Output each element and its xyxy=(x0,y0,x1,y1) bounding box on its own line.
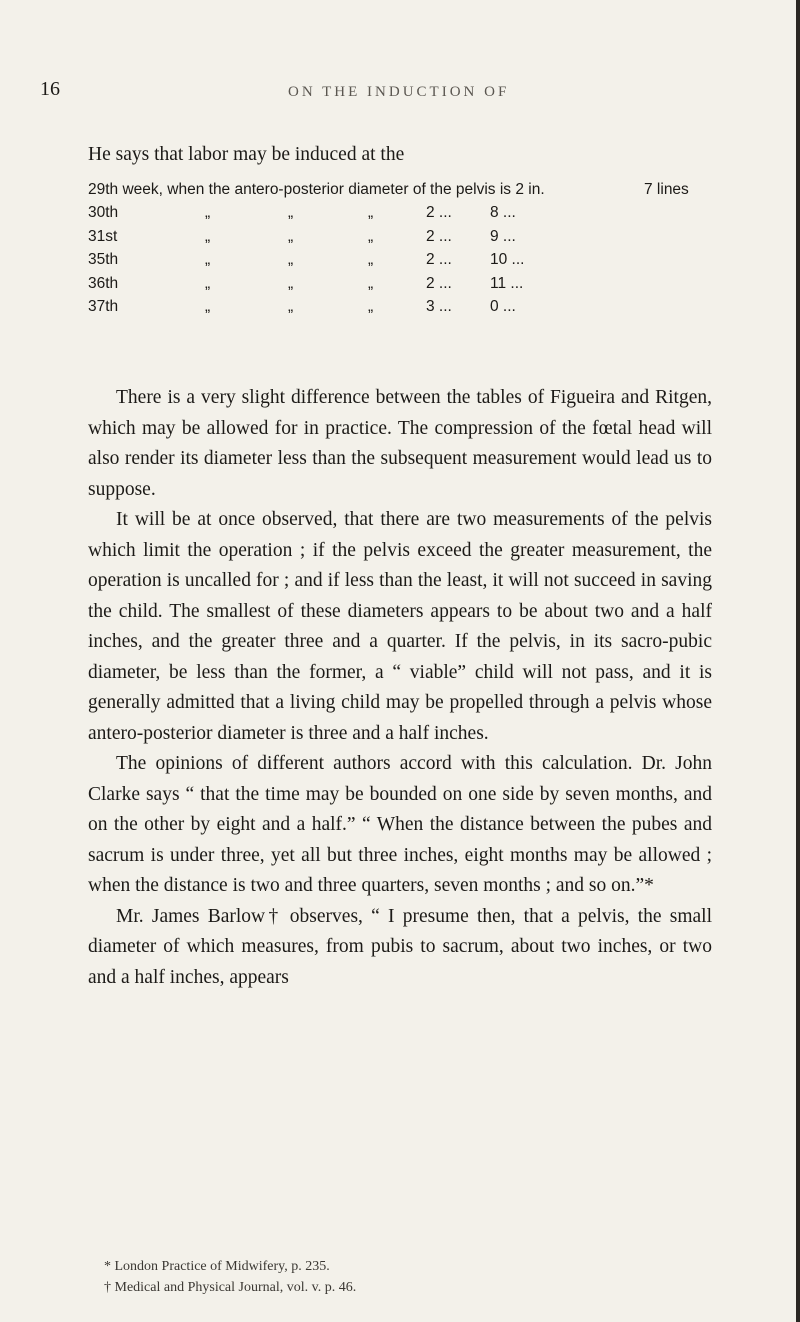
table-cell-lines: 8 ... xyxy=(490,204,516,222)
table-cell-inches: 2 ... xyxy=(426,204,452,222)
paragraph: Mr. James Barlow† observes, “ I presume then, that a pelvis, the small diameter of which measures, from pubis to sacrum, about two inches, or two and a half inches, appears xyxy=(88,905,712,988)
table-cell-inches: 2 ... xyxy=(426,274,452,292)
page-number: 16 xyxy=(40,78,60,100)
table-cell-ditto: „ xyxy=(288,204,294,222)
table-row xyxy=(88,181,712,204)
table-cell-ditto: „ xyxy=(205,204,211,222)
table-row-lines: 7 lines xyxy=(644,181,689,198)
table-cell-lines: 0 ... xyxy=(490,297,516,315)
table-cell-inches: 2 ... xyxy=(426,227,452,245)
table-cell-ditto: „ xyxy=(288,297,294,315)
table-cell-ditto: „ xyxy=(368,274,374,292)
footnote: † Medical and Physical Journal, vol. v. p. 46. xyxy=(104,1280,357,1295)
table-cell-inches: 2 ... xyxy=(426,251,452,269)
table-row xyxy=(88,298,712,321)
table-cell-week: 37th xyxy=(88,297,119,315)
table-cell-ditto: „ xyxy=(288,251,294,269)
table-cell-week: 31st xyxy=(88,227,118,245)
table-cell-lines: 10 ... xyxy=(490,251,525,269)
table-cell-ditto: „ xyxy=(288,227,294,245)
table-cell-ditto: „ xyxy=(368,204,374,222)
table-row xyxy=(88,251,712,274)
table-row xyxy=(88,204,712,227)
page-edge xyxy=(796,0,800,1322)
table-cell-ditto: „ xyxy=(368,227,374,245)
table-cell-ditto: „ xyxy=(205,227,211,245)
table-cell-ditto: „ xyxy=(205,274,211,292)
table-rows xyxy=(88,204,712,321)
table-cell-ditto: „ xyxy=(368,297,374,315)
body-text xyxy=(88,383,712,993)
table-row xyxy=(88,228,712,251)
table-cell-week: 36th xyxy=(88,274,119,292)
paragraph: The opinions of different authors accord with this calculation. Dr. John Clarke says “ that the time may be bounded on one side by seven months, and on the other by eight and a half.” “ When the distance between the pubes and sacrum is under three, yet all but three inches, eight months may be allowed ; when the distance is two and three quarters, seven months ; and so on.”* xyxy=(88,753,712,896)
table-row xyxy=(88,275,712,298)
table-cell-inches: 3 ... xyxy=(426,297,452,315)
table-row-description: 29th week, when the antero-posterior diameter of the pelvis is 2 in. xyxy=(88,181,545,198)
table-cell-week: 30th xyxy=(88,204,119,222)
paragraph: There is a very slight difference between the tables of Figueira and Ritgen, which may be allowed for in practice. The compression of the fœtal head will also render its diameter less than the subsequent measurement would lead us to suppose. xyxy=(88,387,712,500)
table-cell-lines: 9 ... xyxy=(490,227,516,245)
intro-line: He says that labor may be induced at the xyxy=(88,144,405,165)
table-cell-ditto: „ xyxy=(288,274,294,292)
footnotes xyxy=(104,1256,356,1298)
page-header xyxy=(0,78,800,118)
footnote: * London Practice of Midwifery, p. 235. xyxy=(104,1259,330,1274)
induction-table xyxy=(88,181,712,321)
paragraph: It will be at once observed, that there are two measurements of the pelvis which limit the operation ; if the pelvis exceed the greater measurement, the operation is uncalled for ; and if less than the least, it will not succeed in saving the child. The smallest of these diameters appears to be about two and a half inches, and the greater three and a quarter. If the pelvis, in its sacro-pubic diameter, be less than the former, a “ viable” child will not pass, and it is generally admitted that a living child may be propelled through a pelvis whose antero-posterior diameter is three and a half inches. xyxy=(88,509,712,744)
running-head: ON THE INDUCTION OF xyxy=(288,84,510,100)
table-cell-lines: 11 ... xyxy=(490,274,524,292)
table-cell-ditto: „ xyxy=(205,297,211,315)
table-cell-ditto: „ xyxy=(205,251,211,269)
table-cell-ditto: „ xyxy=(368,251,374,269)
table-cell-week: 35th xyxy=(88,251,119,269)
